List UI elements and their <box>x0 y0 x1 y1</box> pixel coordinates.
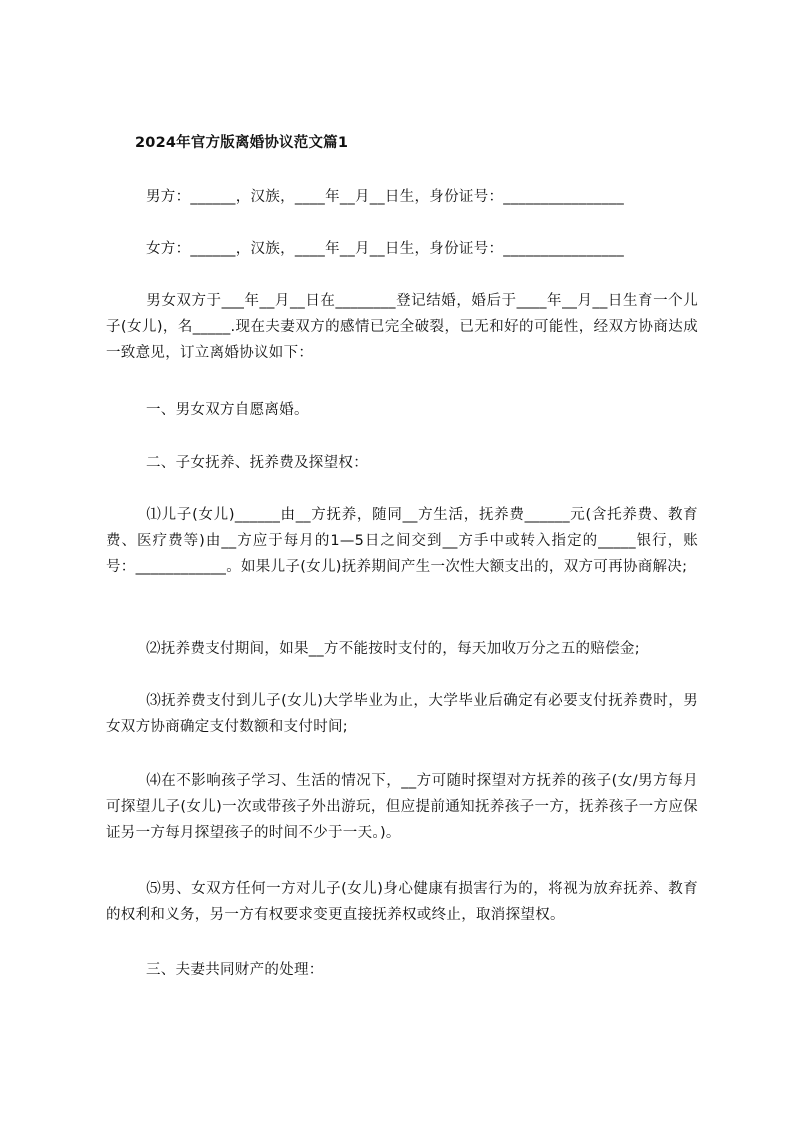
clause-1-paragraph <box>106 502 698 580</box>
clause-4-paragraph <box>106 768 698 846</box>
clause-5-paragraph <box>106 876 698 928</box>
wife-info-line: 女方：______，汉族，____年__月__日生，身份证号：________________ <box>146 241 625 257</box>
clause-4-text: ⑷在不影响孩子学习、生活的情况下，__方可随时探望对方抚养的孩子(女/男方每月可探望儿子(女儿)一次或带孩子外出游玩，但应提前通知抚养孩子一方，抚养孩子一方应保证另一方每月探望孩子的时间不少于一天。)。 <box>106 773 698 841</box>
document-title: 2024年官方版离婚协议范文篇1 <box>135 135 349 151</box>
clause-5-text: ⑸男、女双方任何一方对儿子(女儿)身心健康有损害行为的，将视为放弃抚养、教育的权利和义务，另一方有权要求变更直接抚养权或终止，取消探望权。 <box>106 881 698 923</box>
intro-paragraph <box>106 288 698 366</box>
clause-2-paragraph <box>106 636 698 662</box>
clause-2-text: ⑵抚养费支付期间，如果__方不能按时支付的，每天加收万分之五的赔偿金; <box>146 641 640 657</box>
clause-3-text: ⑶抚养费支付到儿子(女儿)大学毕业为止，大学毕业后确定有必要支付抚养费时，男女双方协商确定支付数额和支付时间; <box>106 693 698 735</box>
clause-1-text: ⑴儿子(女儿)______由__方抚养，随同__方生活，抚养费______元(含托养费、教育费、医疗费等)由__方应于每月的1—5日之间交到__方手中或转入指定的_____银行，账号：____________。如果儿子(女儿)抚养期间产生一次性大额支出的，双方可再协商解决; <box>106 507 698 575</box>
section-1-heading: 一、男女双方自愿离婚。 <box>146 402 309 418</box>
husband-info-line: 男方：______，汉族，____年__月__日生，身份证号：________________ <box>146 189 625 205</box>
clause-3-paragraph <box>106 688 698 740</box>
section-3-heading: 三、夫妻共同财产的处理： <box>146 962 324 978</box>
intro-text: 男女双方于___年__月__日在________登记结婚，婚后于____年__月__日生育一个儿子(女儿)，名_____.现在夫妻双方的感情已完全破裂，已无和好的可能性，经双方协商达成一致意见，订立离婚协议如下： <box>106 293 698 361</box>
section-2-heading: 二、子女抚养、抚养费及探望权： <box>146 455 368 471</box>
